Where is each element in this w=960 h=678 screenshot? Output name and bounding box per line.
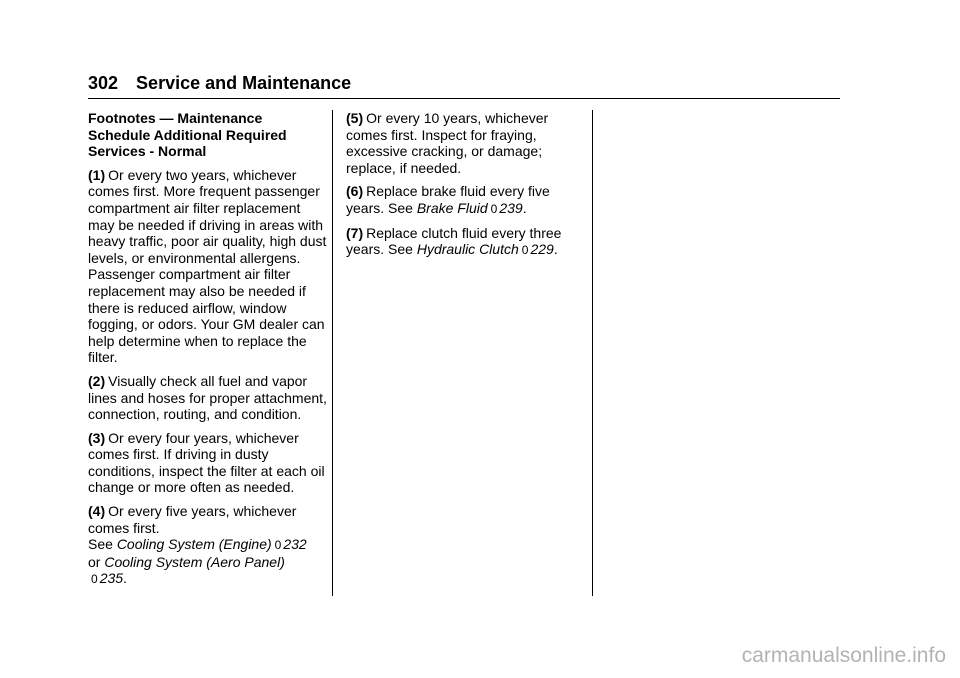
see-label: See: [88, 536, 113, 553]
footnote-text: Or every four years, whichever comes first. If driving in dusty conditions, inspect the filter at each oil change or more often as needed.: [88, 429, 325, 496]
cross-reference-link[interactable]: Brake Fluid: [416, 199, 488, 216]
footnote-7: [346, 225, 586, 259]
footnote-4: [88, 503, 328, 588]
footnote-marker: (7): [346, 224, 364, 241]
column-left: [88, 110, 328, 595]
cross-reference-link[interactable]: Cooling System (Aero Panel): [104, 553, 285, 570]
column-right: [346, 110, 586, 266]
cross-reference-link[interactable]: Hydraulic Clutch: [416, 241, 519, 258]
page-reference[interactable]: 239: [499, 199, 523, 216]
page-header: [88, 72, 351, 94]
page-number: 302: [88, 73, 119, 93]
footnote-5: [346, 110, 586, 176]
or-label: or: [88, 553, 101, 570]
period: .: [553, 241, 558, 258]
section-title: Service and Maintenance: [136, 73, 352, 93]
footnote-2: [88, 373, 328, 423]
footnote-6: [346, 183, 586, 217]
footnote-1: [88, 167, 328, 366]
cross-reference-link[interactable]: Cooling System (Engine): [116, 536, 272, 553]
footnote-marker: (4): [88, 503, 106, 520]
footnotes-heading: Footnotes — Maintenance Schedule Additional Required Services - Normal: [88, 110, 287, 160]
watermark: carmanualsonline.info: [741, 644, 946, 667]
footnote-text: Replace brake fluid every five years. See: [346, 183, 550, 216]
footnote-text: Or every two years, whichever comes first. More frequent passenger compartment air filter replacement may be needed if driving in areas with heavy traffic, poor air quality, high dust levels, or environmental allergens. Passenger compartment air filter replacement may also be needed if there is reduced airflow, window fogging, or odors. Your GM dealer can help determine when to replace the filter.: [88, 166, 327, 366]
page-reference[interactable]: 235: [99, 570, 124, 587]
page-reference-icon: 0: [274, 538, 282, 553]
footnote-marker: (6): [346, 183, 364, 200]
footnote-marker: (2): [88, 372, 106, 389]
period: .: [123, 570, 127, 587]
footnote-marker: (1): [88, 166, 106, 183]
page-reference-icon: 0: [490, 201, 498, 216]
page-reference[interactable]: 229: [530, 241, 554, 258]
column-divider-left: [332, 110, 333, 596]
footnote-3: [88, 430, 328, 496]
footnote-marker: (3): [88, 429, 106, 446]
page-reference[interactable]: 232: [283, 536, 307, 553]
footnote-text: Visually check all fuel and vapor lines and hoses for proper attachment, connection, routing, and condition.: [88, 372, 327, 423]
header-rule: [88, 98, 840, 99]
page-reference-icon: 0: [521, 243, 529, 258]
period: .: [522, 199, 527, 216]
page-reference-icon: 0: [91, 572, 98, 587]
footnote-text: Or every 10 years, whichever comes first. Inspect for fraying, excessive cracking, or damage; replace, if needed.: [346, 110, 549, 176]
column-divider-right: [592, 110, 593, 596]
footnote-text: Or every five years, whichever comes first.: [88, 503, 297, 536]
footnote-text: Replace clutch fluid every three years. See: [346, 224, 562, 258]
footnote-marker: (5): [346, 110, 364, 126]
